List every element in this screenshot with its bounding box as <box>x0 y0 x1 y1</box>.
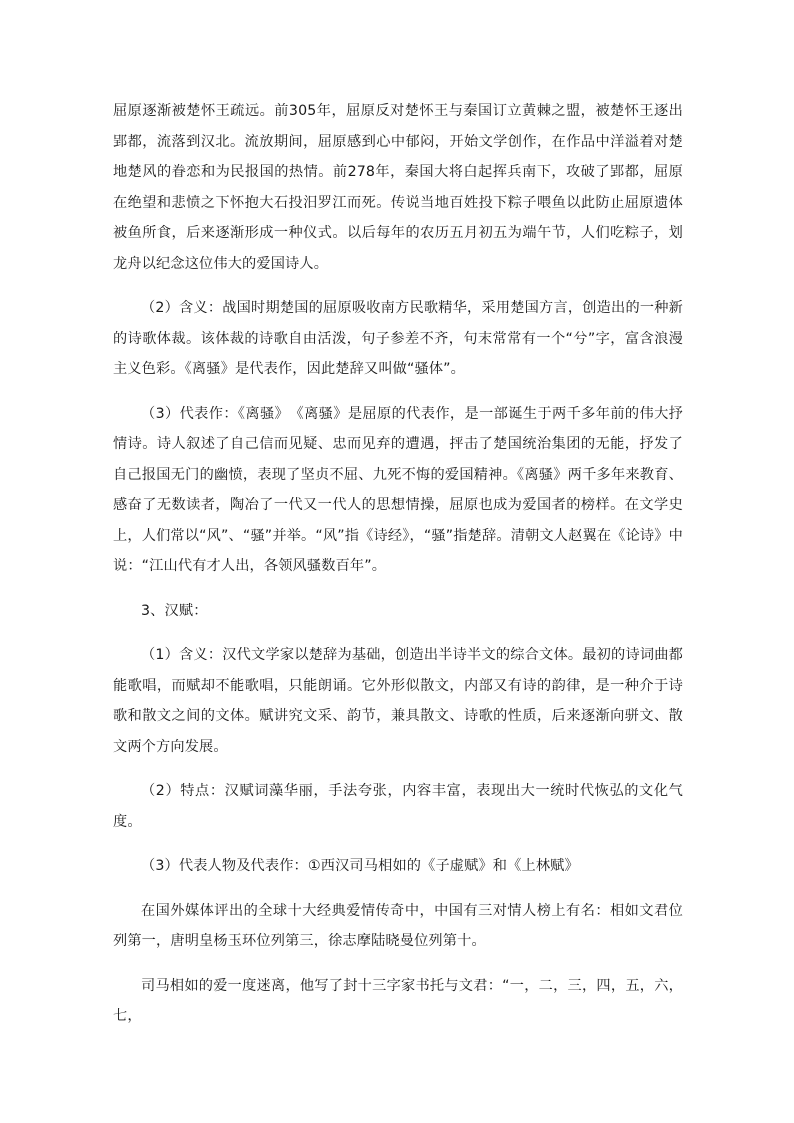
paragraph-sima-xiangru-letter: 司马相如的爱一度迷离，他写了封十三字家书托与文君：“一，二，三，四，五，六，七， <box>113 977 683 1024</box>
paragraph-love-legends: 在国外媒体评出的全球十大经典爱情传奇中，中国有三对情人榜上有名：相如文君位列第一，唐明皇杨玉环位列第三，徐志摩陆晓曼位列第十。 <box>113 902 683 949</box>
paragraph-chuci-meaning: （2）含义：战国时期楚国的屈原吸收南方民歌精华，采用楚国方言，创造出的一种新的诗歌体裁。该体裁的诗歌自由活泼，句子参差不齐，句末常常有一个“兮”字，富含浪漫主义色彩。《离骚》是代表作，因此楚辞又叫做“骚体”。 <box>113 300 683 377</box>
document-body <box>113 96 683 1046</box>
paragraph-hanfu-representatives: （3）代表人物及代表作：①西汉司马相如的《子虚赋》和《上林赋》 <box>141 858 579 874</box>
paragraph-hanfu-meaning: （1）含义：汉代文学家以楚辞为基础，创造出半诗半文的综合文体。最初的诗词曲都能歌唱，而赋却不能歌唱，只能朗诵。它外形似散文，内部又有诗的韵律，是一种介于诗歌和散文之间的文体。赋讲究文采、韵节，兼具散文、诗歌的性质，后来逐渐向骈文、散文两个方向发展。 <box>113 647 683 755</box>
paragraph-quyuan-biography: 屈原逐渐被楚怀王疏远。前305年，屈原反对楚怀王与秦国订立黄棘之盟，被楚怀王逐出郢都，流落到汉北。流放期间，屈原感到心中郁闷，开始文学创作，在作品中洋溢着对楚地楚风的眷恋和为民报国的热情。前278年，秦国大将白起挥兵南下，攻破了郢都，屈原在绝望和悲愤之下怀抱大石投汨罗江而死。传说当地百姓投下粽子喂鱼以此防止屈原遗体被鱼所食，后来逐渐形成一种仪式。以后每年的农历五月初五为端午节，人们吃粽子，划龙舟以纪念这位伟大的爱国诗人。 <box>113 103 683 272</box>
paragraph-hanfu-features: （2）特点：汉赋词藻华丽，手法夸张，内容丰富，表现出大一统时代恢弘的文化气度。 <box>113 783 683 830</box>
section-heading-hanfu: 3、汉赋： <box>141 602 208 619</box>
paragraph-lisao-representative: （3）代表作：《离骚》 《离骚》是屈原的代表作，是一部诞生于两千多年前的伟大抒情诗。诗人叙述了自己信而见疑、忠而见弃的遭遇，抨击了楚国统治集团的无能，抒发了自己报国无门的幽愤，表现了坚贞不屈、九死不悔的爱国精神。《离骚》两千多年来教育、感奋了无数读者，陶冶了一代又一代人的思想情操，屈原也成为爱国者的榜样。在文学史上，人们常以“风”、“骚”并举。“风”指《诗经》，“骚”指楚辞。清朝文人赵翼在《论诗》中说：“江山代有才人出，各领风骚数百年”。 <box>113 405 683 574</box>
